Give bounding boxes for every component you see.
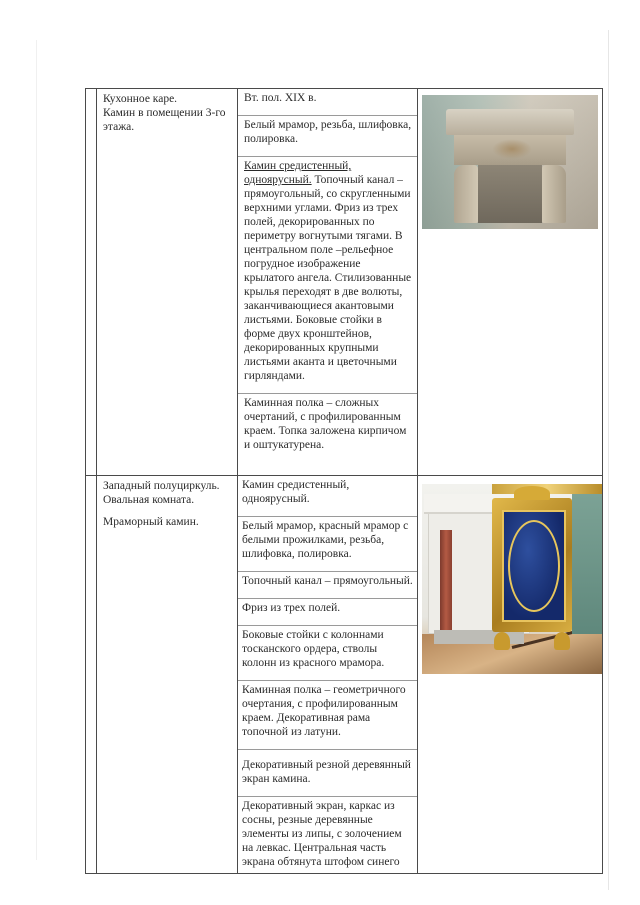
shelf-text: Каминная полка – сложных очертаний, с профилированным краем. Топка заложена кирпичом и оштукатурена.	[244, 397, 407, 451]
type-text: Камин средистенный, одноярусный.	[242, 479, 350, 505]
channel-text: Топочный канал – прямоугольный.	[242, 575, 413, 587]
description-cell	[238, 476, 418, 874]
shelf-text: Каминная полка – геометричного очертания, с профилированным краем. Декоративная рама топочной из латуни.	[242, 684, 406, 738]
shelf-paragraph	[238, 681, 417, 750]
frieze-paragraph	[238, 599, 417, 626]
table-row	[86, 89, 603, 476]
location-cell	[97, 89, 238, 476]
date-text: Вт. пол. XIX в.	[244, 92, 317, 104]
posts-text: Боковые стойки с колоннами тосканского ордера, стволы колонн из красного мрамора.	[242, 629, 385, 669]
construction-text	[244, 159, 413, 383]
construction-paragraph	[238, 157, 417, 394]
type-underlined-text: Камин средистенный, одноярусный.	[244, 160, 352, 186]
number-cell	[86, 476, 97, 874]
date-paragraph	[238, 89, 417, 116]
inventory-table	[85, 88, 603, 874]
photo-cell	[418, 89, 603, 476]
material-paragraph	[238, 517, 417, 572]
material-text: Белый мрамор, красный мрамор с белыми прожилками, резьба, шлифовка, полировка.	[242, 520, 409, 560]
scan-edge-right	[608, 30, 609, 890]
frieze-text: Фриз из трех полей.	[242, 602, 341, 614]
location-line: Кухонное каре.	[103, 93, 178, 105]
screen-desc-text: Декоративный экран, каркас из сосны, резные деревянные элементы из липы, с золочением на левкас. Центральная часть экрана обтянута штофом синего	[242, 800, 402, 868]
material-paragraph	[238, 116, 417, 157]
screen-title-text: Декоративный резной деревянный экран камина.	[242, 759, 411, 785]
material-text: Белый мрамор, резьба, шлифовка, полировка.	[244, 119, 412, 145]
white-marble-fireplace-photo	[422, 95, 598, 229]
location-line: Камин в помещении 3-го этажа.	[103, 107, 226, 133]
location-line: Западный полуциркуль. Овальная комната.	[103, 480, 220, 506]
description-cell	[238, 89, 418, 476]
shelf-paragraph	[238, 394, 417, 462]
location-cell	[97, 476, 238, 874]
screen-title-paragraph	[238, 750, 417, 797]
table-row	[86, 476, 603, 874]
channel-paragraph	[238, 572, 417, 599]
body-text: Топочный канал – прямоугольный, со скругленными верхними углами. Фриз из трех полей, декорированных по периметру вогнутыми тягами. В центральном поле –рельефное погрудное изображение крылатого ангела. Стилизованные крылья переходят в две волюты, заканчивающиеся акантовыми листьями. Боковые стойки в форме двух кронштейнов, декорированных крупными листьями аканта и цветочными гирляндами.	[244, 174, 412, 382]
scan-edge-left	[36, 40, 37, 860]
photo-cell	[418, 476, 603, 874]
posts-paragraph	[238, 626, 417, 681]
screen-desc-paragraph	[238, 797, 417, 873]
location-line: Мраморный камин.	[103, 516, 199, 528]
type-paragraph	[238, 476, 417, 517]
number-cell	[86, 89, 97, 476]
marble-fireplace-gilded-screen-photo	[422, 484, 602, 674]
